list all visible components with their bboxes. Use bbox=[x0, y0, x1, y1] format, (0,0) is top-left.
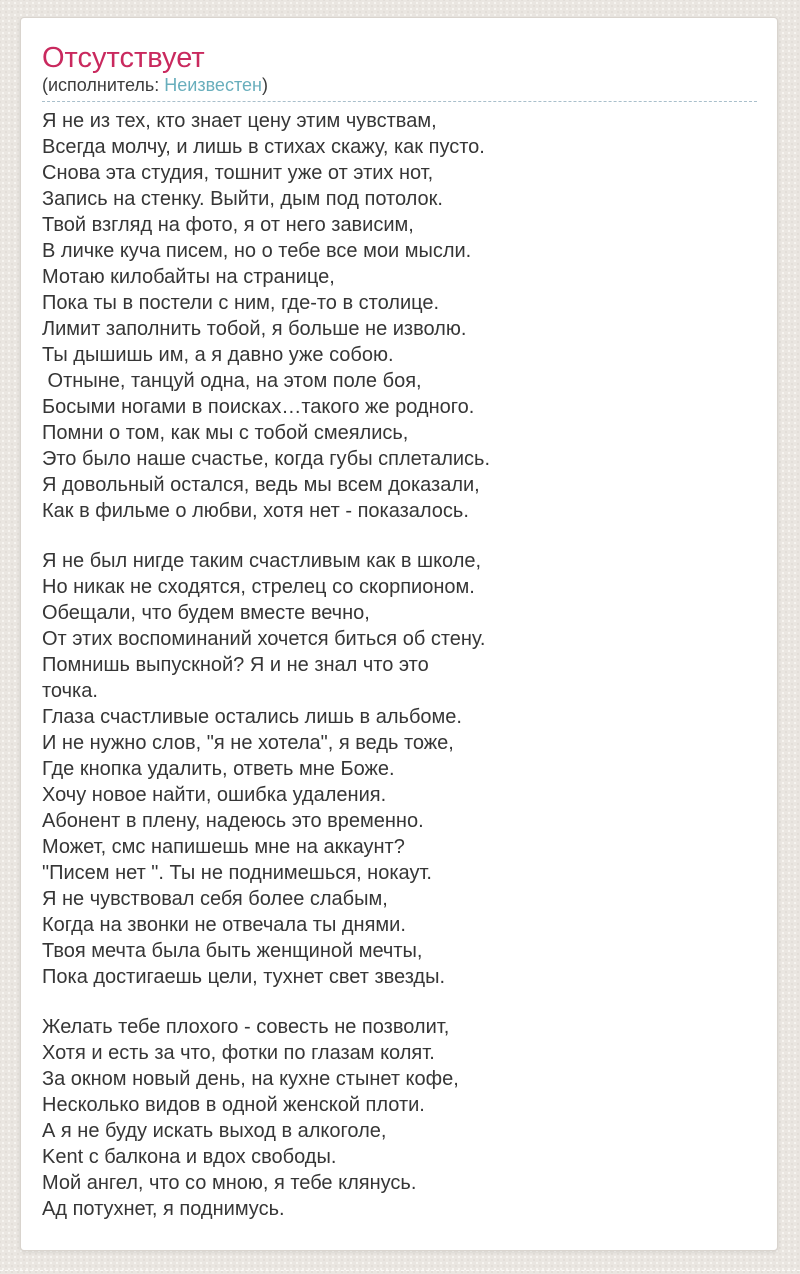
lyric-line: Твой взгляд на фото, я от него зависим, bbox=[42, 214, 414, 236]
lyric-line: Ад потухнет, я поднимусь. bbox=[42, 1198, 285, 1220]
lyric-line: Хочу новое найти, ошибка удаления. bbox=[42, 784, 387, 806]
lyric-line: Запись на стенку. Выйти, дым под потолок. bbox=[42, 188, 443, 210]
lyric-line: Снова эта студия, тошнит уже от этих нот, bbox=[42, 162, 434, 184]
lyric-line: Когда на звонки не отвечала ты днями. bbox=[42, 914, 406, 936]
lyric-line: Мотаю килобайты на странице, bbox=[42, 266, 335, 288]
lyric-line: Обещали, что будем вместе вечно, bbox=[42, 602, 370, 624]
stanza bbox=[42, 108, 757, 524]
lyric-line: Я не был нигде таким счастливым как в школе, bbox=[42, 550, 482, 572]
lyric-line: А я не буду искать выход в алкоголе, bbox=[42, 1120, 387, 1142]
lyrics bbox=[42, 108, 757, 1222]
lyric-line: В личке куча писем, но о тебе все мои мысли. bbox=[42, 240, 472, 262]
lyric-line: Может, смс напишешь мне на аккаунт? bbox=[42, 836, 405, 858]
lyric-line: Как в фильме о любви, хотя нет - показалось. bbox=[42, 500, 469, 522]
artist-link[interactable]: Неизвестен bbox=[164, 75, 262, 95]
lyric-line: Kent с балкона и вдох свободы. bbox=[42, 1146, 337, 1168]
lyric-line: Всегда молчу, и лишь в стихах скажу, как пусто. bbox=[42, 136, 485, 158]
lyric-line: Абонент в плену, надеюсь это временно. bbox=[42, 810, 424, 832]
lyric-line: Пока ты в постели с ним, где-то в столице. bbox=[42, 292, 440, 314]
lyric-line: Где кнопка удалить, ответь мне Боже. bbox=[42, 758, 395, 780]
lyric-line: Ты дышишь им, а я давно уже собою. bbox=[42, 344, 394, 366]
lyric-line: Пока достигаешь цели, тухнет свет звезды. bbox=[42, 966, 446, 988]
lyric-line: Я не из тех, кто знает цену этим чувствам, bbox=[42, 110, 437, 132]
lyric-line: Твоя мечта была быть женщиной мечты, bbox=[42, 940, 423, 962]
artist-label-prefix: (исполнитель: bbox=[42, 75, 165, 95]
lyric-line: Желать тебе плохого - совесть не позволит, bbox=[42, 1016, 450, 1038]
lyric-line: Несколько видов в одной женской плоти. bbox=[42, 1094, 425, 1116]
lyric-line: Отныне, танцуй одна, на этом поле боя, bbox=[42, 370, 422, 392]
page-title: Отсутствует bbox=[42, 42, 205, 74]
lyric-line: Это было наше счастье, когда губы сплетались. bbox=[42, 448, 491, 470]
lyric-line: Я довольный остался, ведь мы всем доказали, bbox=[42, 474, 480, 496]
lyric-line: Хотя и есть за что, фотки по глазам колят. bbox=[42, 1042, 435, 1064]
lyric-line: Я не чувствовал себя более слабым, bbox=[42, 888, 388, 910]
lyric-line: От этих воспоминаний хочется биться об стену. bbox=[42, 628, 486, 650]
lyric-line: Помни о том, как мы с тобой смеялись, bbox=[42, 422, 409, 444]
stanza bbox=[42, 548, 757, 990]
lyric-line: "Писем нет ". Ты не поднимешься, нокаут. bbox=[42, 862, 432, 884]
lyric-line: За окном новый день, на кухне стынет кофе, bbox=[42, 1068, 459, 1090]
lyric-line: Глаза счастливые остались лишь в альбоме. bbox=[42, 706, 462, 728]
lyric-line: Мой ангел, что со мною, я тебе клянусь. bbox=[42, 1172, 417, 1194]
lyric-line: Босыми ногами в поисках…такого же родного. bbox=[42, 396, 475, 418]
lyric-line: Помнишь выпускной? Я и не знал что это bbox=[42, 654, 429, 676]
background-dash-line bbox=[0, 1270, 800, 1271]
artist-line bbox=[42, 75, 757, 102]
lyric-line: точка. bbox=[42, 680, 98, 702]
lyric-line: Но никак не сходятся, стрелец со скорпионом. bbox=[42, 576, 475, 598]
lyric-line: И не нужно слов, "я не хотела", я ведь тоже, bbox=[42, 732, 454, 754]
content-card bbox=[20, 17, 778, 1251]
artist-label-suffix: ) bbox=[261, 75, 268, 95]
stanza bbox=[42, 1014, 757, 1222]
lyric-line: Лимит заполнить тобой, я больше не изволю. bbox=[42, 318, 467, 340]
